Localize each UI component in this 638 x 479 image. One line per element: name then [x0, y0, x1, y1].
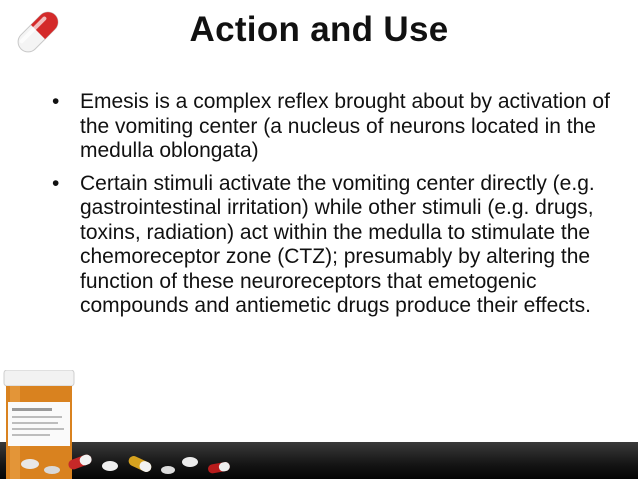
slide-title: Action and Use	[189, 10, 449, 49]
bullet-text: Certain stimuli activate the vomiting center directly (e.g. gastrointestinal irritation) while other stimuli (e.g. drugs, toxins, radiation) act within the medulla to stimulate the chemoreceptor zone (CTZ); presumably by altering the function of these neuroreceptors that emetogenic compounds and antiemetic drugs produce their effects.	[80, 171, 595, 317]
bullet-item	[52, 90, 627, 164]
bullet-list	[52, 90, 627, 327]
bullet-text: Emesis is a complex reflex brought about by activation of the vomiting center (a nucleus of neurons located in the medulla oblongata)	[80, 90, 610, 162]
bullet-marker: •	[52, 171, 60, 195]
bullet-marker: •	[52, 90, 60, 113]
bullet-item	[52, 172, 627, 319]
scattered-pills-icon	[10, 444, 240, 479]
